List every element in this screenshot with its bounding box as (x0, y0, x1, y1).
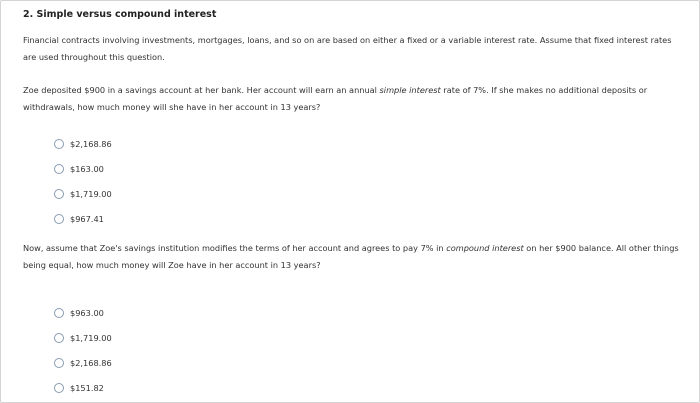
part1-option-4[interactable] (54, 206, 112, 231)
part1-question-text (23, 82, 683, 115)
part2-option-4[interactable] (54, 375, 112, 400)
part1-text-after: rate of 7%. If she makes no additional deposits or withdrawals, how much money will she have in her account in 13 years? (23, 85, 648, 112)
option-label: $1,719.00 (70, 332, 112, 343)
radio-button[interactable] (54, 333, 64, 343)
part2-option-1[interactable] (54, 300, 112, 325)
part2-question-text (23, 240, 683, 273)
part2-option-2[interactable] (54, 325, 112, 350)
option-label: $2,168.86 (70, 138, 112, 149)
part1-option-3[interactable] (54, 181, 112, 206)
radio-button[interactable] (54, 383, 64, 393)
part1-option-1[interactable] (54, 131, 112, 156)
radio-button[interactable] (54, 189, 64, 199)
part2-text-after: on her $900 balance. All other things being equal, how much money will Zoe have in her account in 13 years? (23, 243, 679, 270)
option-label: $963.00 (70, 307, 104, 318)
option-label: $1,719.00 (70, 188, 112, 199)
part2-text-before: Now, assume that Zoe's savings institution modifies the terms of her account and agrees to pay 7% in (23, 243, 447, 253)
part2-emphasis: compound interest (446, 243, 524, 253)
part1-option-2[interactable] (54, 156, 112, 181)
radio-button[interactable] (54, 164, 64, 174)
radio-button[interactable] (54, 139, 64, 149)
option-label: $2,168.86 (70, 357, 112, 368)
radio-button[interactable] (54, 214, 64, 224)
part1-emphasis: simple interest (379, 85, 441, 95)
part1-options (54, 131, 112, 231)
part1-text-before: Zoe deposited $900 in a savings account at her bank. Her account will earn an annual (23, 85, 380, 95)
radio-button[interactable] (54, 308, 64, 318)
option-label: $967.41 (70, 213, 104, 224)
option-label: $163.00 (70, 163, 104, 174)
question-title: 2. Simple versus compound interest (23, 9, 217, 20)
part2-option-3[interactable] (54, 350, 112, 375)
radio-button[interactable] (54, 358, 64, 368)
option-label: $151.82 (70, 382, 104, 393)
part2-options (54, 300, 112, 400)
intro-text: Financial contracts involving investments, mortgages, loans, and so on are based on either a fixed or a variable interest rate. Assume that fixed interest rates are used throughout this question. (23, 35, 672, 62)
